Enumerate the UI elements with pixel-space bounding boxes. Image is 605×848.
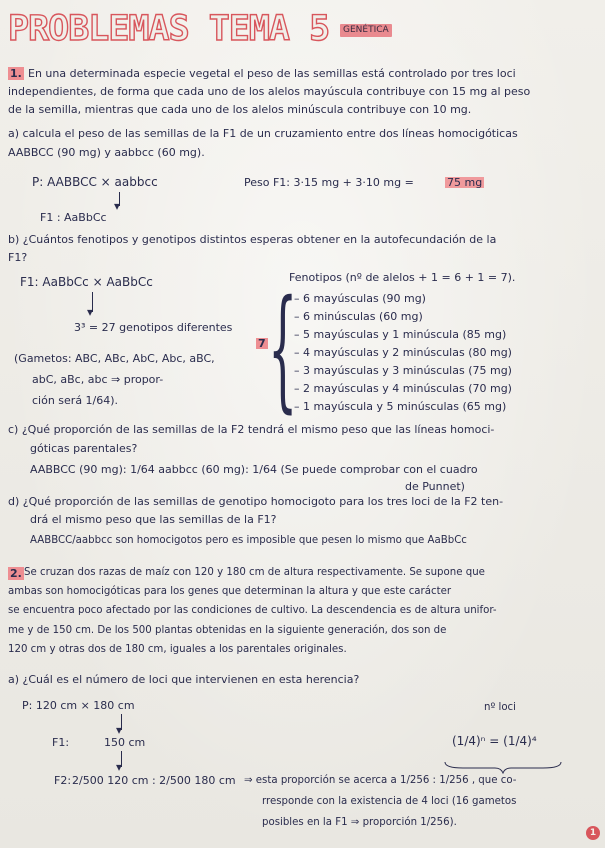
phenotype-item: – 3 mayúsculas y 3 minúsculas (75 mg) (294, 364, 512, 377)
problem-1-number: 1. (10, 67, 22, 80)
p1d-answer: AABBCC/aabbcc son homocigotos pero es imposible que pesen lo mismo que AaBbCc (30, 535, 467, 546)
down-arrow-icon: ▾ (87, 305, 94, 319)
p2a-f2-text: 2/500 120 cm : 2/500 180 cm (72, 774, 236, 787)
phenotype-item: – 5 mayúsculas y 1 minúscula (85 mg) (294, 328, 507, 341)
underbrace-icon (443, 760, 563, 774)
p1b-phenotypes-title: Fenotipos (nº de alelos + 1 = 6 + 1 = 7). (289, 271, 516, 284)
p1c-question-2: góticas parentales? (30, 442, 138, 455)
down-arrow-icon: ▾ (116, 760, 123, 774)
p2-intro-line-1: Se cruzan dos razas de maíz con 120 y 180 cm de altura respectivamente. Se supone que (24, 567, 485, 578)
page-number: 1 (586, 826, 600, 840)
phenotype-item: – 6 minúsculas (60 mg) (294, 310, 423, 323)
p1b-gametes-1: (Gametos: ABC, ABc, AbC, Abc, aBC, (14, 352, 215, 365)
p2a-f1-label: F1: (52, 736, 70, 749)
phenotype-count-badge: 7 (258, 337, 266, 350)
formula-loci-label: nº loci (484, 702, 516, 713)
p1c-answer-2: de Punnet) (405, 480, 465, 493)
p2-intro-line-5: 120 cm y otras dos de 180 cm, iguales a los parentales originales. (8, 644, 347, 655)
p2a-f2-label: F2: (54, 774, 72, 787)
p2a-conclusion-3: posibles en la F1 ⇒ proporción 1/256). (262, 817, 457, 828)
p1b-gametes-2: abC, aBc, abc ⇒ propor- (32, 373, 164, 386)
p1c-question-1: c) ¿Qué proporción de las semillas de la F2 tendrá el mismo peso que las líneas homoci- (8, 423, 495, 436)
topic-tag: GENÉTICA (340, 24, 392, 37)
problem-2-number: 2. (10, 567, 22, 580)
down-arrow-icon: ▾ (114, 199, 121, 213)
down-arrow-icon: ▾ (116, 723, 123, 737)
formula-expression: (1/4)ⁿ = (1/4)⁴ (452, 734, 537, 748)
page-title: PROBLEMAS TEMA 5 (8, 9, 330, 49)
p1-intro-line-1: En una determinada especie vegetal el peso de las semillas está controlado por tres loci (28, 67, 516, 80)
p1-intro-line-3: de la semilla, mientras que cada uno de los alelos minúscula contribuye con 10 mg. (8, 103, 472, 116)
p1d-question-1: d) ¿Qué proporción de las semillas de genotipo homocigoto para los tres loci de la F2 ten- (8, 495, 504, 508)
p2-intro-line-2: ambas son homocigóticas para los genes que determinan la altura y que este carácter (8, 586, 452, 597)
p1b-question-1: b) ¿Cuántos fenotipos y genotipos distintos esperas obtener en la autofecundación de la (8, 233, 497, 246)
p1a-weight-result: 75 mg (447, 176, 483, 189)
p1b-cross: F1: AaBbCc × AaBbCc (20, 275, 153, 289)
p2a-conclusion-2: rresponde con la existencia de 4 loci (16 gametos (262, 796, 517, 807)
p2a-parents: P: 120 cm × 180 cm (22, 699, 135, 712)
p2-intro-line-3: se encuentra poco afectado por las condiciones de cultivo. La descendencia es de altura unifor- (8, 605, 497, 616)
phenotype-item: – 2 mayúsculas y 4 minúsculas (70 mg) (294, 382, 512, 395)
p1d-question-2: drá el mismo peso que las semillas de la F1? (30, 513, 277, 526)
p1a-cross: P: AABBCC × aabbcc (32, 175, 158, 189)
curly-brace-icon: { (268, 272, 298, 426)
phenotype-item: – 4 mayúsculas y 2 minúsculas (80 mg) (294, 346, 512, 359)
p1a-weight-label: Peso F1: 3·15 mg + 3·10 mg = (244, 176, 414, 189)
phenotype-item: – 1 mayúscula y 5 minúsculas (65 mg) (294, 400, 507, 413)
p1b-question-2: F1? (8, 251, 28, 264)
p1c-answer-1: AABBCC (90 mg): 1/64 aabbcc (60 mg): 1/64 (Se puede comprobar con el cuadro (30, 463, 478, 476)
p1a-f1: F1 : AaBbCc (40, 211, 107, 224)
p1b-genotypes: 3³ = 27 genotipos diferentes (74, 321, 233, 334)
p2a-question: a) ¿Cuál es el número de loci que intervienen en esta herencia? (8, 673, 360, 686)
p2-intro-line-4: me y de 150 cm. De los 500 plantas obtenidas en la siguiente generación, dos son de (8, 625, 447, 636)
phenotype-item: – 6 mayúsculas (90 mg) (294, 292, 426, 305)
p1a-question-1: a) calcula el peso de las semillas de la F1 de un cruzamiento entre dos líneas homocigóticas (8, 127, 518, 140)
p1a-question-2: AABBCC (90 mg) y aabbcc (60 mg). (8, 146, 205, 159)
p1-intro-line-2: independientes, de forma que cada uno de los alelos mayúscula contribuye con 15 mg al peso (8, 85, 531, 98)
p2a-conclusion-1: ⇒ esta proporción se acerca a 1/256 : 1/256 , que co- (244, 775, 517, 786)
p2a-f1-value: 150 cm (104, 736, 146, 749)
p1b-gametes-3: ción será 1/64). (32, 394, 119, 407)
